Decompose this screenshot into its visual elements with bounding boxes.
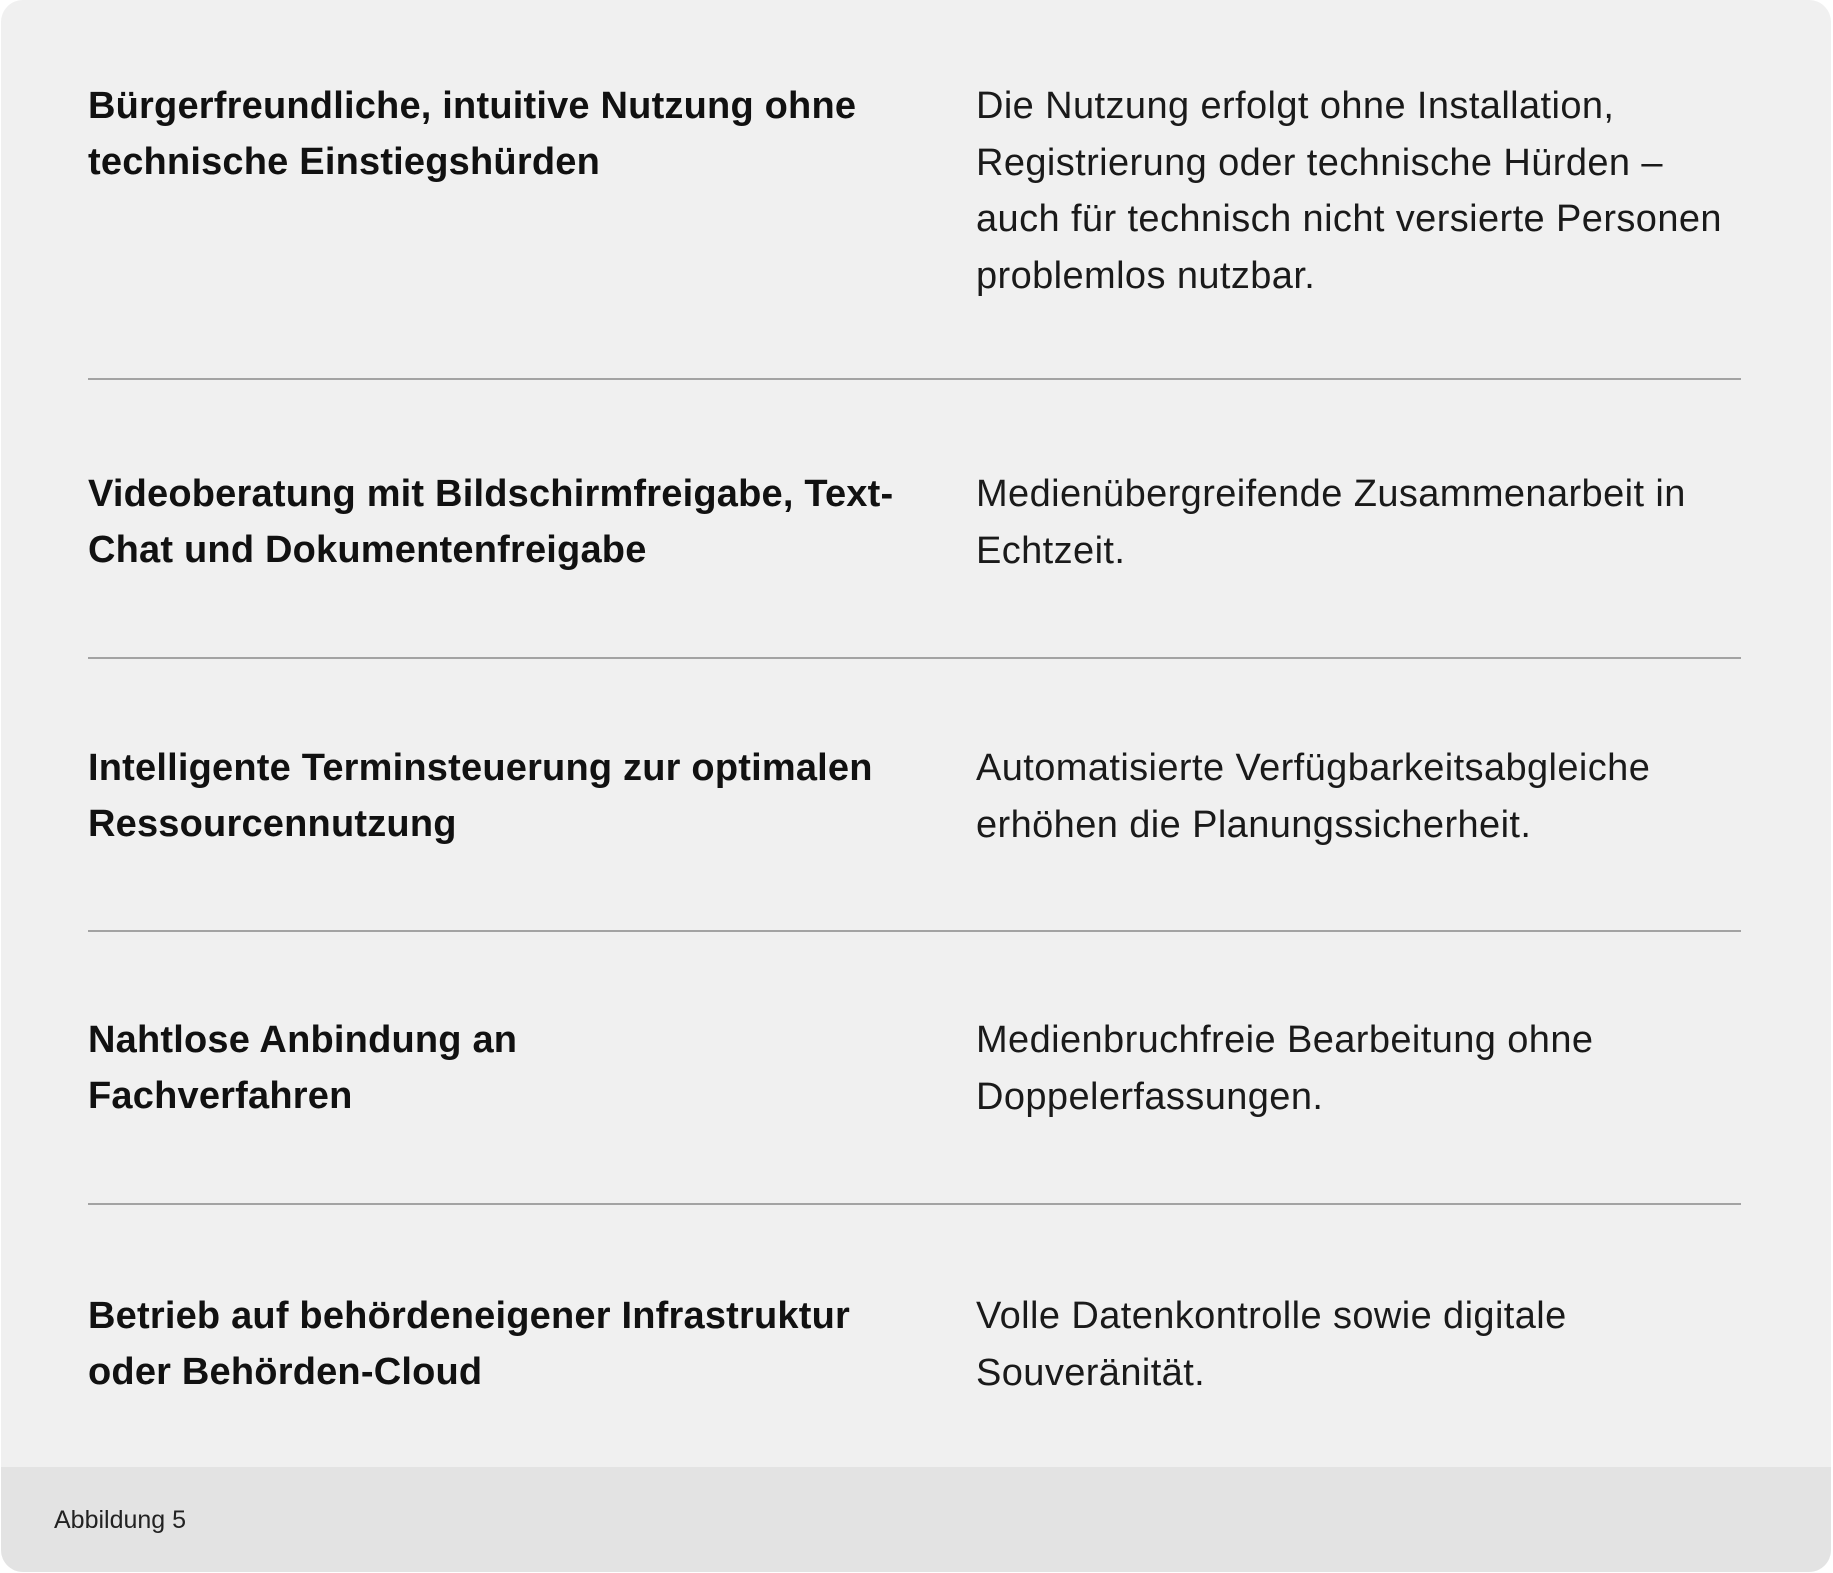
row-divider [88,930,1741,932]
feature-description: Die Nutzung erfolgt ohne Installation, Registrierung oder technische Hürden – auch für technisch nicht versierte Personen problemlos nutzbar. [976,85,1722,297]
feature-description: Automatisierte Verfügbarkeitsabgleiche erhöhen die Planungssicherheit. [976,747,1651,846]
figure-caption: Abbildung 5 [54,1506,187,1534]
row-divider [88,378,1741,380]
feature-title: Nahtlose Anbindung an Fachverfahren [88,1019,518,1117]
feature-card [1,0,1831,1572]
row-divider [88,1203,1741,1205]
feature-title: Intelligente Terminsteuerung zur optimalen Ressourcennutzung [88,747,873,845]
row-divider [88,657,1741,659]
figure-footer [1,1467,1831,1572]
feature-description: Volle Datenkontrolle sowie digitale Souveränität. [976,1295,1567,1394]
feature-description: Medienübergreifende Zusammenarbeit in Echtzeit. [976,473,1686,572]
feature-description: Medienbruchfreie Bearbeitung ohne Doppelerfassungen. [976,1019,1594,1118]
feature-title: Betrieb auf behördeneigener Infrastruktur oder Behörden-Cloud [88,1295,851,1393]
feature-title: Bürgerfreundliche, intuitive Nutzung ohne technische Einstiegshürden [88,85,857,183]
feature-title: Videoberatung mit Bildschirmfreigabe, Text-Chat und Dokumentenfreigabe [88,473,894,571]
